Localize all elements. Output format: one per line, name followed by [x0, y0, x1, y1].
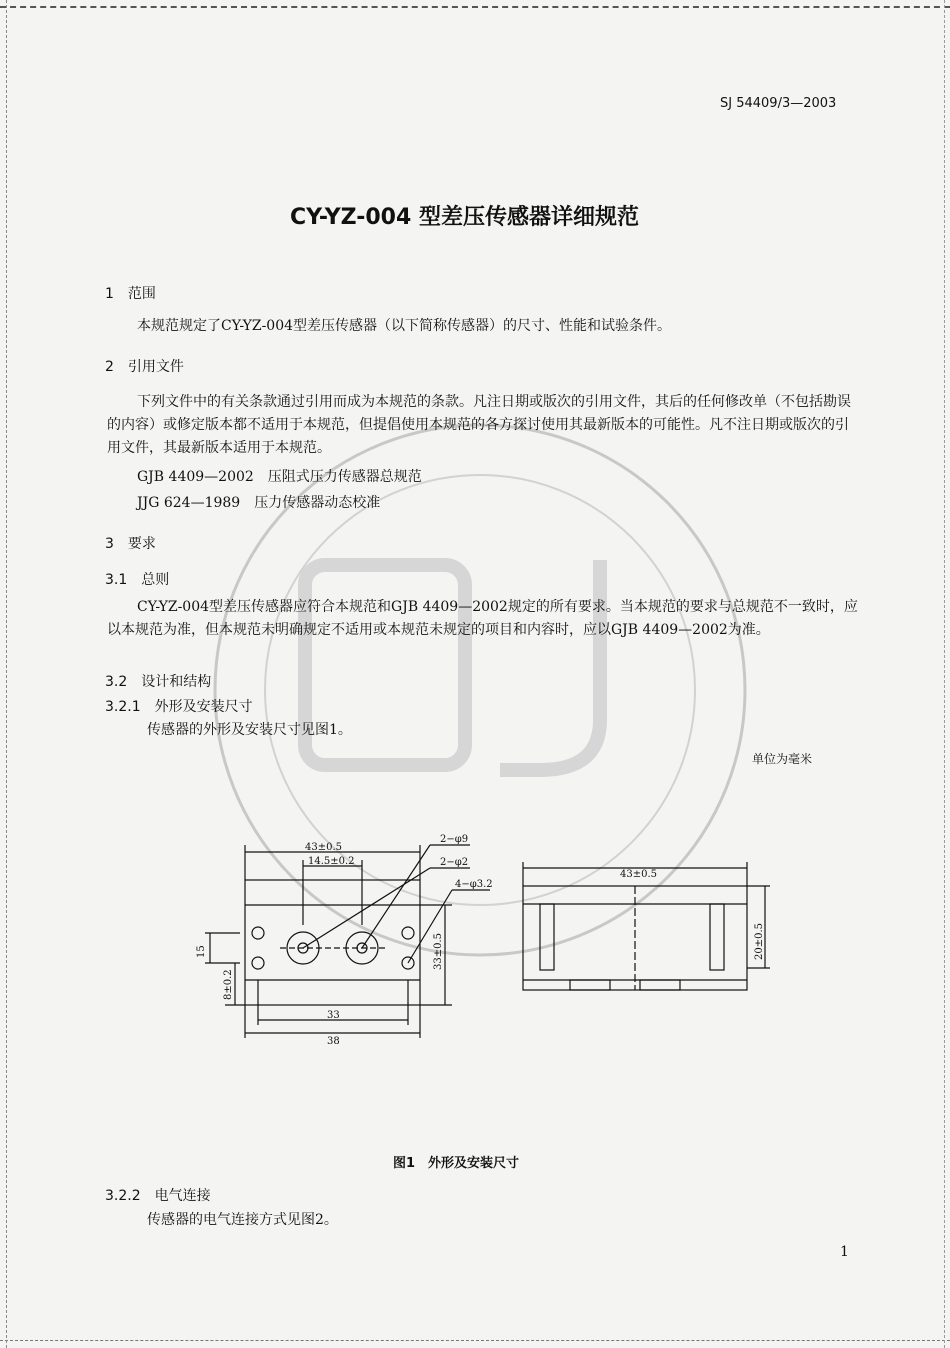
dim-2phi9: 2−φ9 — [440, 834, 469, 845]
dim-8: 8±0.2 — [223, 969, 234, 1000]
figure-1-side-view — [510, 858, 790, 998]
section-3-2-2-text: 传感器的电气连接方式见图2。 — [147, 1212, 338, 1228]
document-code: SJ 54409/3—2003 — [720, 96, 837, 111]
section-3-1-text: CY-YZ-004型差压传感器应符合本规范和GJB 4409—2002规定的所有要求。当本规范的要求与总规范不一致时，应以本规范为准，但本规范未明确规定不适用或本规范未规定的项目和内容时，应以GJB 4409—2002为准。 — [107, 599, 858, 638]
dim-20: 20±0.5 — [754, 922, 765, 960]
reference-2: JJG 624—1989 压力传感器动态校准 — [137, 495, 381, 511]
dim-4phi3-2: 4−φ3.2 — [455, 879, 493, 890]
figure-1-caption: 图1 外形及安装尺寸 — [393, 1156, 520, 1171]
dim-33: 33 — [327, 1010, 340, 1021]
section-3-2-1-heading: 3.2.1 外形及安装尺寸 — [105, 699, 253, 715]
dim-38: 38 — [327, 1036, 340, 1047]
section-1-text: 本规范规定了CY-YZ-004型差压传感器（以下简称传感器）的尺寸、性能和试验条件。 — [137, 318, 672, 334]
dim-43-side: 43±0.5 — [620, 869, 658, 880]
unit-note: 单位为毫米 — [752, 752, 813, 766]
page-title: CY-YZ-004 型差压传感器详细规范 — [290, 205, 639, 230]
dim-2phi2: 2−φ2 — [440, 857, 469, 868]
reference-1: GJB 4409—2002 压阻式压力传感器总规范 — [137, 469, 422, 485]
section-2-text: 下列文件中的有关条款通过引用而成为本规范的条款。凡注日期或版次的引用文件，其后的任何修改单（不包括勘误的内容）或修定版本都不适用于本规范，但提倡使用本规范的各方探讨使用其最新版本的可能性。凡不注日期或版次的引用文件，其最新版本适用于本规范。 — [107, 394, 851, 456]
page-number: 1 — [840, 1244, 849, 1260]
dim-14-5: 14.5±0.2 — [308, 856, 355, 867]
dim-33-vertical: 33±0.5 — [433, 932, 444, 970]
dim-43: 43±0.5 — [305, 842, 343, 853]
section-3-1-heading: 3.1 总则 — [105, 572, 170, 588]
section-3-2-2-heading: 3.2.2 电气连接 — [105, 1188, 211, 1204]
section-1-heading: 1 范围 — [105, 286, 156, 302]
section-3-heading: 3 要求 — [105, 536, 156, 552]
section-3-2-1-text: 传感器的外形及安装尺寸见图1。 — [147, 722, 352, 738]
section-3-2-heading: 3.2 设计和结构 — [105, 674, 212, 690]
dim-15: 15 — [196, 945, 207, 958]
section-2-heading: 2 引用文件 — [105, 359, 184, 375]
